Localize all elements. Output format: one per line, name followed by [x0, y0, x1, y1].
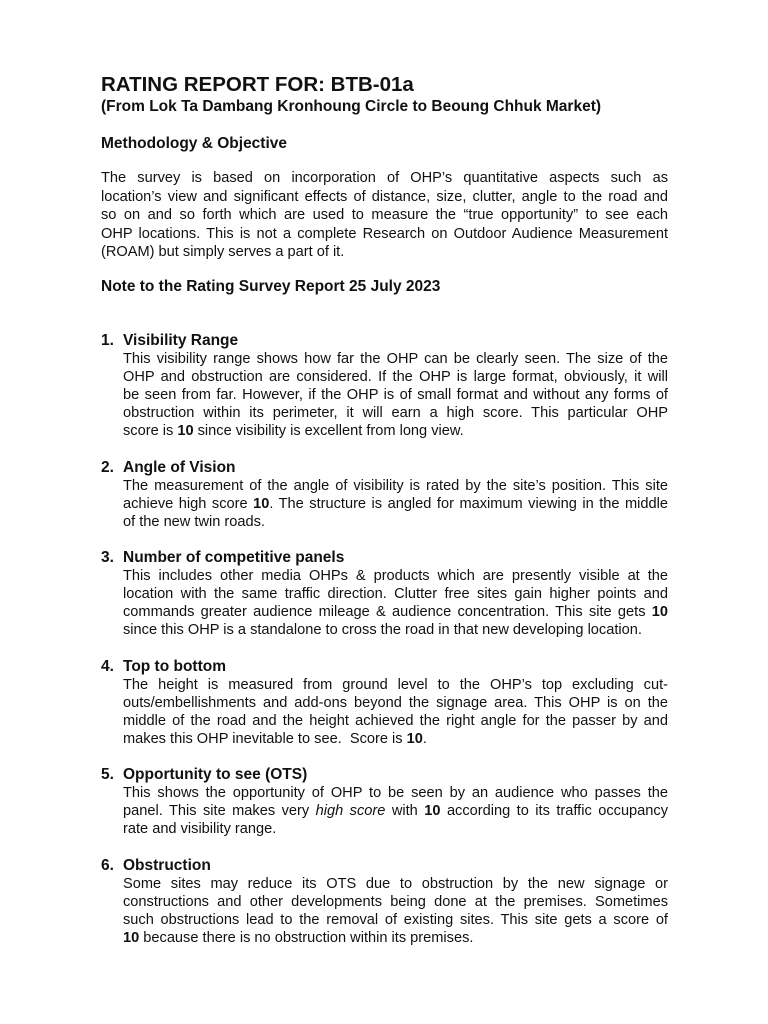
item-number: 6. — [101, 856, 114, 874]
text-segment: since this OHP is a standalone to cross the road in that new developing location. — [123, 622, 642, 638]
text-line — [123, 784, 668, 802]
criterion-item — [101, 458, 668, 531]
item-heading: Angle of Vision — [123, 458, 236, 476]
item-heading: Visibility Range — [123, 332, 239, 349]
text-segment: obstruction within its perimeter, it will earn a high score. This particular OHP — [123, 405, 668, 421]
emphasis-text: high score — [315, 803, 386, 819]
text-segment: This shows the opportunity of OHP to be seen by an audience who passes the — [123, 785, 668, 801]
text-segment: location’s view and significant effects of distance, size, clutter, angle to the road and — [101, 188, 668, 205]
text-segment: outs/embellishments and add-ons beyond the signage area. This OHP is on the — [123, 694, 668, 711]
text-segment: so on and so forth which are used to measure the “true opportunity” to see each — [101, 207, 668, 223]
score-value: 10 — [123, 929, 140, 946]
item-number: 4. — [101, 657, 114, 675]
text-line — [123, 802, 668, 820]
text-segment: OHP and obstruction are considered. If the OHP is large format, obviously, it will — [123, 369, 668, 385]
criterion-item — [101, 331, 668, 440]
text-segment: The measurement of the angle of visibility is rated by the site’s position. This site — [123, 477, 668, 494]
item-body — [123, 875, 668, 947]
item-heading: Number of competitive panels — [123, 549, 345, 566]
text-line — [123, 386, 668, 404]
item-body — [123, 350, 668, 440]
text-line — [101, 169, 668, 188]
text-line — [123, 893, 668, 911]
item-heading: Obstruction — [123, 856, 211, 874]
score-value: 10 — [177, 423, 194, 439]
criterion-item — [101, 548, 668, 639]
text-segment: makes this OHP inevitable to see. Score is — [123, 730, 407, 747]
text-line — [101, 188, 668, 207]
text-line — [123, 676, 668, 694]
text-segment: panel. This site makes very — [123, 803, 316, 819]
text-segment: OHP locations. This is not a complete Research on Outdoor Audience Measurement — [101, 225, 668, 242]
text-line — [101, 243, 668, 262]
methodology-heading: Methodology & Objective — [101, 135, 288, 152]
text-line — [101, 225, 668, 244]
text-segment: . The structure is angled for maximum viewing in the middle — [269, 495, 668, 512]
text-line — [123, 585, 668, 603]
text-segment: achieve high score — [123, 495, 254, 512]
text-line — [123, 495, 668, 513]
text-segment: The height is measured from ground level to the OHP’s top excluding cut- — [123, 676, 668, 693]
text-line — [123, 712, 668, 730]
text-line — [123, 513, 668, 531]
item-heading: Opportunity to see (OTS) — [123, 766, 308, 783]
text-line — [123, 567, 668, 585]
text-line — [123, 603, 668, 621]
text-segment: because there is no obstruction within its premises. — [139, 929, 474, 946]
text-segment: This visibility range shows how far the OHP can be clearly seen. The size of the — [123, 351, 668, 367]
text-segment: of the new twin roads. — [123, 513, 265, 530]
item-number: 5. — [101, 766, 114, 783]
text-segment: (ROAM) but simply serves a part of it. — [101, 244, 345, 260]
score-value: 10 — [253, 495, 270, 512]
text-segment: according to its traffic occupancy — [440, 803, 669, 819]
text-line — [123, 422, 668, 440]
item-heading: Top to bottom — [123, 657, 227, 675]
text-line — [123, 477, 668, 495]
text-line — [123, 404, 668, 422]
text-segment: score is — [123, 423, 178, 439]
item-body — [123, 676, 668, 748]
criterion-item — [101, 765, 668, 838]
score-value: 10 — [651, 604, 668, 620]
item-number: 1. — [101, 332, 114, 349]
text-segment: middle of the road and the height achieved the right angle for the passer by and — [123, 712, 668, 729]
text-segment: location with the same traffic direction. Clutter free sites gain higher points and — [123, 586, 668, 602]
text-line — [123, 621, 668, 639]
text-segment: such obstructions lead to the removal of existing sites. This site gets a score of — [123, 911, 668, 928]
text-segment: since visibility is excellent from long view. — [193, 423, 464, 439]
text-line — [123, 350, 668, 368]
item-number: 2. — [101, 458, 114, 476]
text-line — [123, 911, 668, 929]
criterion-item — [101, 856, 668, 947]
item-body — [123, 567, 668, 639]
criteria-list — [101, 331, 668, 964]
text-line — [123, 368, 668, 386]
text-line — [123, 929, 668, 947]
intro-paragraph — [101, 169, 668, 262]
text-line — [123, 730, 668, 748]
item-number: 3. — [101, 549, 114, 566]
item-body — [123, 784, 668, 838]
text-segment: be seen from far. However, if the OHP is of small format and without any forms of — [123, 387, 668, 403]
item-body — [123, 477, 668, 531]
text-segment: . — [422, 730, 427, 747]
criterion-item — [101, 657, 668, 748]
score-value: 10 — [424, 803, 441, 819]
text-segment: commands greater audience mileage & audience concentration. This site gets — [123, 604, 652, 620]
text-line — [123, 694, 668, 712]
text-line — [101, 206, 668, 225]
text-segment: constructions and other developments being done at the premises. Sometimes — [123, 893, 668, 910]
text-line — [123, 875, 668, 893]
text-segment: rate and visibility range. — [123, 821, 277, 837]
note-heading: Note to the Rating Survey Report 25 July 2023 — [101, 278, 441, 295]
report-title: RATING REPORT FOR: BTB-01a — [101, 73, 414, 96]
report-subtitle: (From Lok Ta Dambang Kronhoung Circle to Beoung Chhuk Market) — [101, 98, 602, 115]
score-value: 10 — [406, 730, 423, 747]
text-segment: with — [385, 803, 425, 819]
text-segment: The survey is based on incorporation of OHP’s quantitative aspects such as — [101, 170, 668, 186]
text-segment: Some sites may reduce its OTS due to obstruction by the new signage or — [123, 875, 668, 892]
text-segment: This includes other media OHPs & products which are presently visible at the — [123, 568, 668, 584]
text-line — [123, 820, 668, 838]
